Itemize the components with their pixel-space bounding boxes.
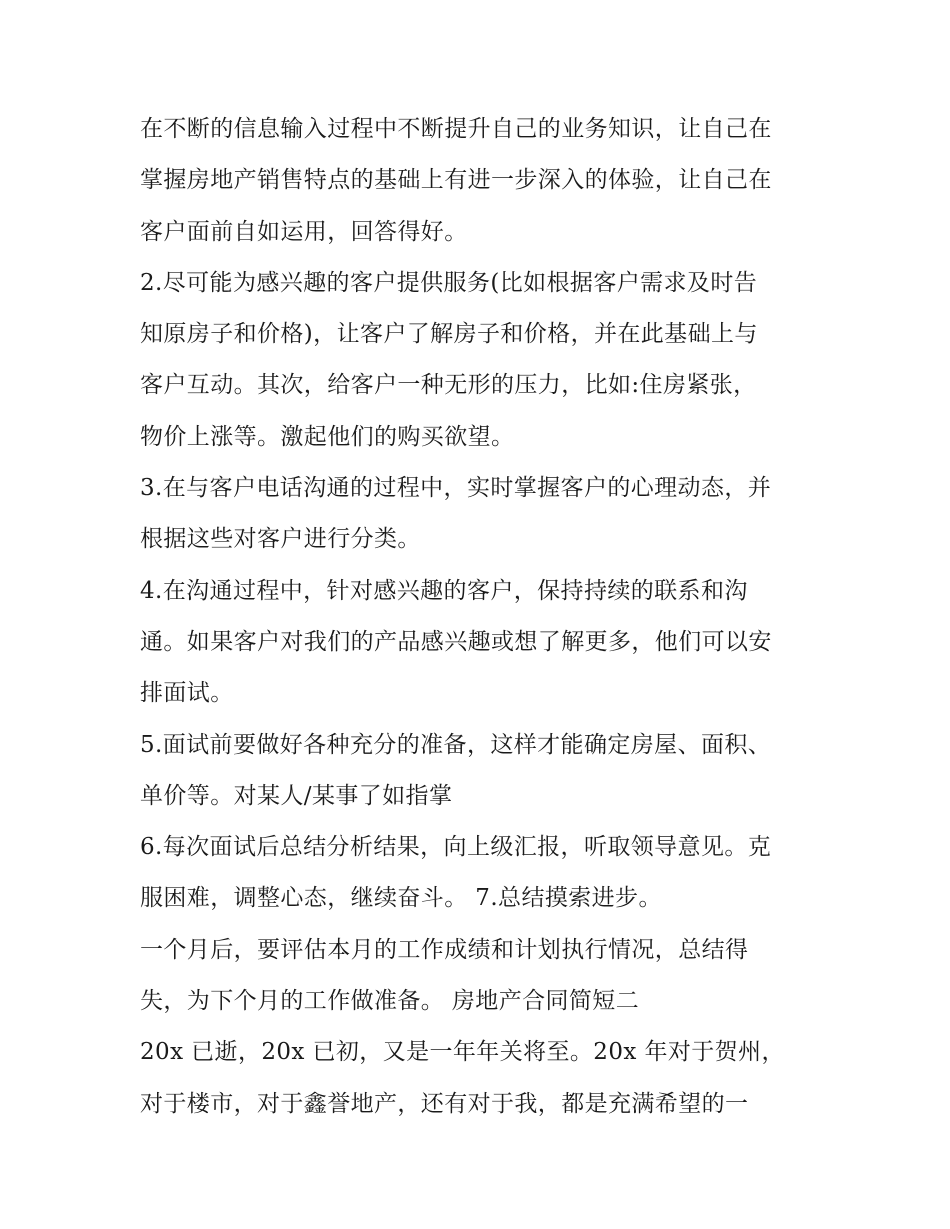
text-line: 4.在沟通过程中，针对感兴趣的客户，保持持续的联系和沟 bbox=[140, 577, 748, 604]
text-line: 通。如果客户对我们的产品感兴趣或想了解更多，他们可以安 bbox=[140, 628, 772, 655]
text-line: 5.面试前要做好各种充分的准备，这样才能确定房屋、面积、 bbox=[140, 731, 772, 758]
text-line: 失，为下个月的工作做准备。 房地产合同简短二 bbox=[140, 988, 640, 1015]
text-line: 知原房子和价格)，让客户了解房子和价格，并在此基础上与 bbox=[140, 321, 758, 348]
text-line: 根据这些对客户进行分类。 bbox=[140, 526, 421, 553]
text-line: 3.在与客户电话沟通的过程中，实时掌握客户的心理动态，并 bbox=[140, 475, 772, 502]
text-line: 服困难，调整心态，继续奋斗。 7.总结摸索进步。 bbox=[140, 885, 662, 912]
text-line: 在不断的信息输入过程中不断提升自己的业务知识，让自己在 bbox=[140, 116, 772, 142]
text-line: 物价上涨等。激起他们的购买欲望。 bbox=[140, 423, 515, 450]
text-line: 掌握房地产销售特点的基础上有进一步深入的体验，让自己在 bbox=[140, 167, 772, 194]
text-line: 20x 已逝，20x 已初，又是一年年关将至。20x 年对于贺州， bbox=[140, 1039, 785, 1066]
text-line: 一个月后，要评估本月的工作成绩和计划执行情况，总结得 bbox=[140, 936, 749, 963]
text-line: 客户面前自如运用，回答得好。 bbox=[140, 218, 468, 245]
text-line: 客户互动。其次，给客户一种无形的压力，比如:住房紧张， bbox=[140, 372, 757, 399]
text-line: 对于楼市，对于鑫誉地产，还有对于我，都是充满希望的一 bbox=[140, 1090, 749, 1117]
text-line: 单价等。对某人/某事了如指掌 bbox=[140, 782, 453, 809]
text-line: 6.每次面试后总结分析结果，向上级汇报，听取领导意见。克 bbox=[140, 834, 772, 861]
body-text bbox=[140, 104, 830, 1130]
text-line: 排面试。 bbox=[140, 680, 234, 707]
text-line: 2.尽可能为感兴趣的客户提供服务(比如根据客户需求及时告 bbox=[140, 269, 758, 296]
